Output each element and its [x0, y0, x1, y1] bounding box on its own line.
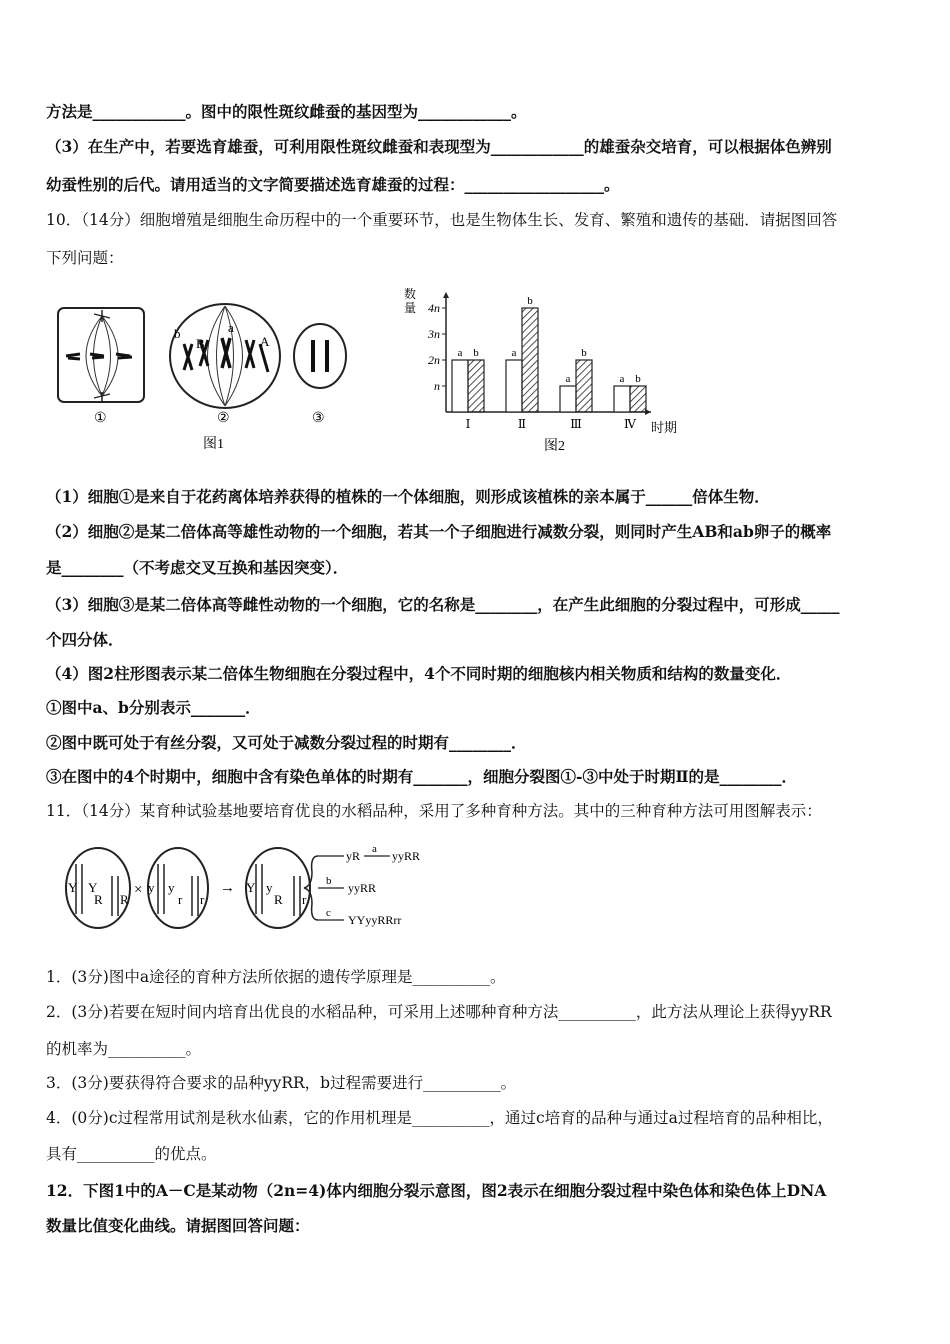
y-axis-arrow	[443, 292, 449, 298]
x-tick-label: Ⅱ	[517, 417, 527, 431]
q10-part1: （1）细胞①是来自于花药离体培养获得的植株的一个体细胞，则形成该植株的亲本属于______倍体生物．	[46, 487, 770, 506]
p2-gene-1: y	[148, 880, 155, 895]
bar-a	[614, 386, 630, 412]
bar-label-a: a	[457, 347, 463, 359]
p1-gene-3: R	[94, 892, 103, 907]
p1-gene-4: R	[120, 892, 129, 907]
p2-gene-2: y	[168, 880, 175, 895]
f1-gene-3: R	[274, 892, 283, 907]
f1-gene-1: Y	[246, 880, 256, 895]
parent-cell-2	[148, 848, 208, 928]
bar-label-b: b	[581, 347, 587, 359]
x-axis-label: 时期	[651, 420, 678, 435]
y-label-char-2: 量	[404, 301, 417, 315]
bar-b	[576, 360, 592, 412]
figure1-cell-division	[50, 296, 350, 456]
route-c-label: c	[326, 907, 331, 919]
route-a-result: yyRR	[392, 849, 421, 863]
route-b-result: yyRR	[348, 881, 377, 895]
q12-stem-line1: 12．下图1中的A－C是某动物（2n=4)体内细胞分裂示意图，图2表示在细胞分裂过程中染色体和染色体上DNA	[46, 1181, 827, 1200]
figure1-svg	[50, 296, 350, 456]
p2-gene-4: r	[200, 892, 205, 907]
p1-gene-2: Y	[88, 880, 98, 895]
x-tick-label: Ⅲ	[570, 417, 582, 431]
q12-stem-line2: 数量比值变化曲线。请据图回答问题：	[46, 1216, 310, 1235]
bar-a	[506, 360, 522, 412]
figure2-bar-chart	[396, 282, 696, 458]
route-a-label: a	[372, 843, 377, 855]
bar-a	[452, 360, 468, 412]
q10-part4-sub2: ②图中既可处于有丝分裂，又可处于减数分裂过程的时期有________．	[46, 733, 527, 752]
q11-sub3: 3．(3分)要获得符合要求的品种yyRR，b过程需要进行__________。	[46, 1074, 517, 1092]
bar-label-b: b	[527, 295, 533, 307]
cell-1	[58, 308, 144, 402]
cross-arrow: →	[220, 880, 235, 896]
f1-gene-4: r	[302, 892, 307, 907]
q11-sub1: 1．(3分)图中a途径的育种方法所依据的遗传学原理是__________。	[46, 968, 506, 986]
route-b-label: b	[326, 875, 332, 887]
f1-gene-2: y	[266, 880, 273, 895]
x-tick-label: Ⅰ	[465, 417, 471, 431]
q10-part2-line1: （2）细胞②是某二倍体高等雄性动物的一个细胞，若其一个子细胞进行减数分裂，则同时产生AB和ab卵子的概率	[46, 522, 832, 541]
q10-stem-line2: 下列问题：	[46, 249, 124, 267]
q11-sub2-line1: 2．(3分)若要在短时间内培育出优良的水稻品种，可采用上述哪种育种方法__________，此方法从理论上获得yyRR	[46, 1003, 832, 1021]
q10-part4-sub3: ③在图中的4个时期中，细胞中含有染色单体的时期有_______，细胞分裂图①-③中处于时期Ⅱ的是________．	[46, 767, 798, 786]
q10-part4: （4）图2柱形图表示某二倍体生物细胞在分裂过程中，4个不同时期的细胞核内相关物质和结构的数量变化．	[46, 664, 792, 683]
cell2-letter-b: b	[174, 326, 181, 341]
cell-3	[294, 324, 346, 388]
p2-gene-3: r	[178, 892, 183, 907]
figure1-caption: 图1	[203, 437, 224, 452]
q10-part2-line2: 是________（不考虑交叉互换和基因突变）．	[46, 558, 349, 577]
q10-part3-line1: （3）细胞③是某二倍体高等雌性动物的一个细胞，它的名称是________，在产生此细胞的分裂过程中，可形成_____	[46, 595, 840, 614]
cell3-label: ③	[312, 411, 325, 426]
q9-part3-line1: （3）在生产中，若要选育雄蚕，可利用限性斑纹雌蚕和表现型为____________的雄蚕杂交培育，可以根据体色辨别	[46, 137, 832, 156]
route-a-intermediate: yR	[346, 849, 361, 863]
f1-cell	[246, 848, 310, 928]
bar-label-a: a	[511, 347, 517, 359]
q11-sub2-line2: 的机率为__________。	[46, 1040, 202, 1058]
bar-a	[560, 386, 576, 412]
y-label-char-1: 数	[404, 287, 417, 301]
p1-gene-1: Y	[68, 880, 78, 895]
q11-sub4-line2: 具有__________的优点。	[46, 1145, 217, 1163]
y-tick-label: 3n	[428, 327, 440, 341]
parent-cell-1	[66, 848, 130, 928]
breeding-svg	[60, 842, 440, 942]
cell2-letter-A: A	[260, 334, 270, 349]
q10-stem-line1: 10．（14分）细胞增殖是细胞生命历程中的一个重要环节，也是生物体生长、发育、繁殖和遗传的基础．请据图回答	[46, 211, 838, 229]
bar-label-a: a	[619, 373, 625, 385]
y-tick-label: 4n	[428, 301, 440, 315]
bar-b	[522, 308, 538, 412]
figure2-caption: 图2	[544, 439, 565, 454]
cell2-letter-B: B	[196, 336, 205, 351]
cell-2	[170, 304, 280, 408]
cell2-letter-a: a	[228, 320, 234, 335]
bar-label-a: a	[565, 373, 571, 385]
route-c-result: YYyyRRrr	[348, 913, 402, 927]
y-tick-label: 2n	[428, 353, 440, 367]
x-tick-label: Ⅳ	[624, 417, 636, 431]
bar-b	[630, 386, 646, 412]
cross-symbol: ×	[134, 882, 143, 898]
q10-part4-sub1: ①图中a、b分别表示_______．	[46, 698, 261, 717]
figure2-svg	[396, 282, 696, 458]
bar-label-b: b	[635, 373, 641, 385]
q11-sub4-line1: 4．(0分)c过程常用试剂是秋水仙素，它的作用机理是__________，通过c培育的品种与通过a过程培育的品种相比，	[46, 1109, 833, 1127]
cell2-label: ②	[217, 411, 230, 426]
bar-b	[468, 360, 484, 412]
bar-label-b: b	[473, 347, 479, 359]
y-tick-label: n	[434, 379, 440, 393]
q9-blank-line-method: 方法是____________。图中的限性斑纹雌蚕的基因型为____________。	[46, 102, 527, 121]
q9-part3-line2: 幼蚕性别的后代。请用适当的文字简要描述选育雄蚕的过程：__________________。	[46, 175, 620, 194]
q11-stem: 11．（14分）某育种试验基地要培育优良的水稻品种，采用了多种育种方法。其中的三种育种方法可用图解表示：	[46, 802, 822, 820]
q10-part3-line2: 个四分体．	[46, 630, 124, 649]
breeding-diagram	[60, 842, 440, 942]
cell1-label: ①	[94, 411, 107, 426]
